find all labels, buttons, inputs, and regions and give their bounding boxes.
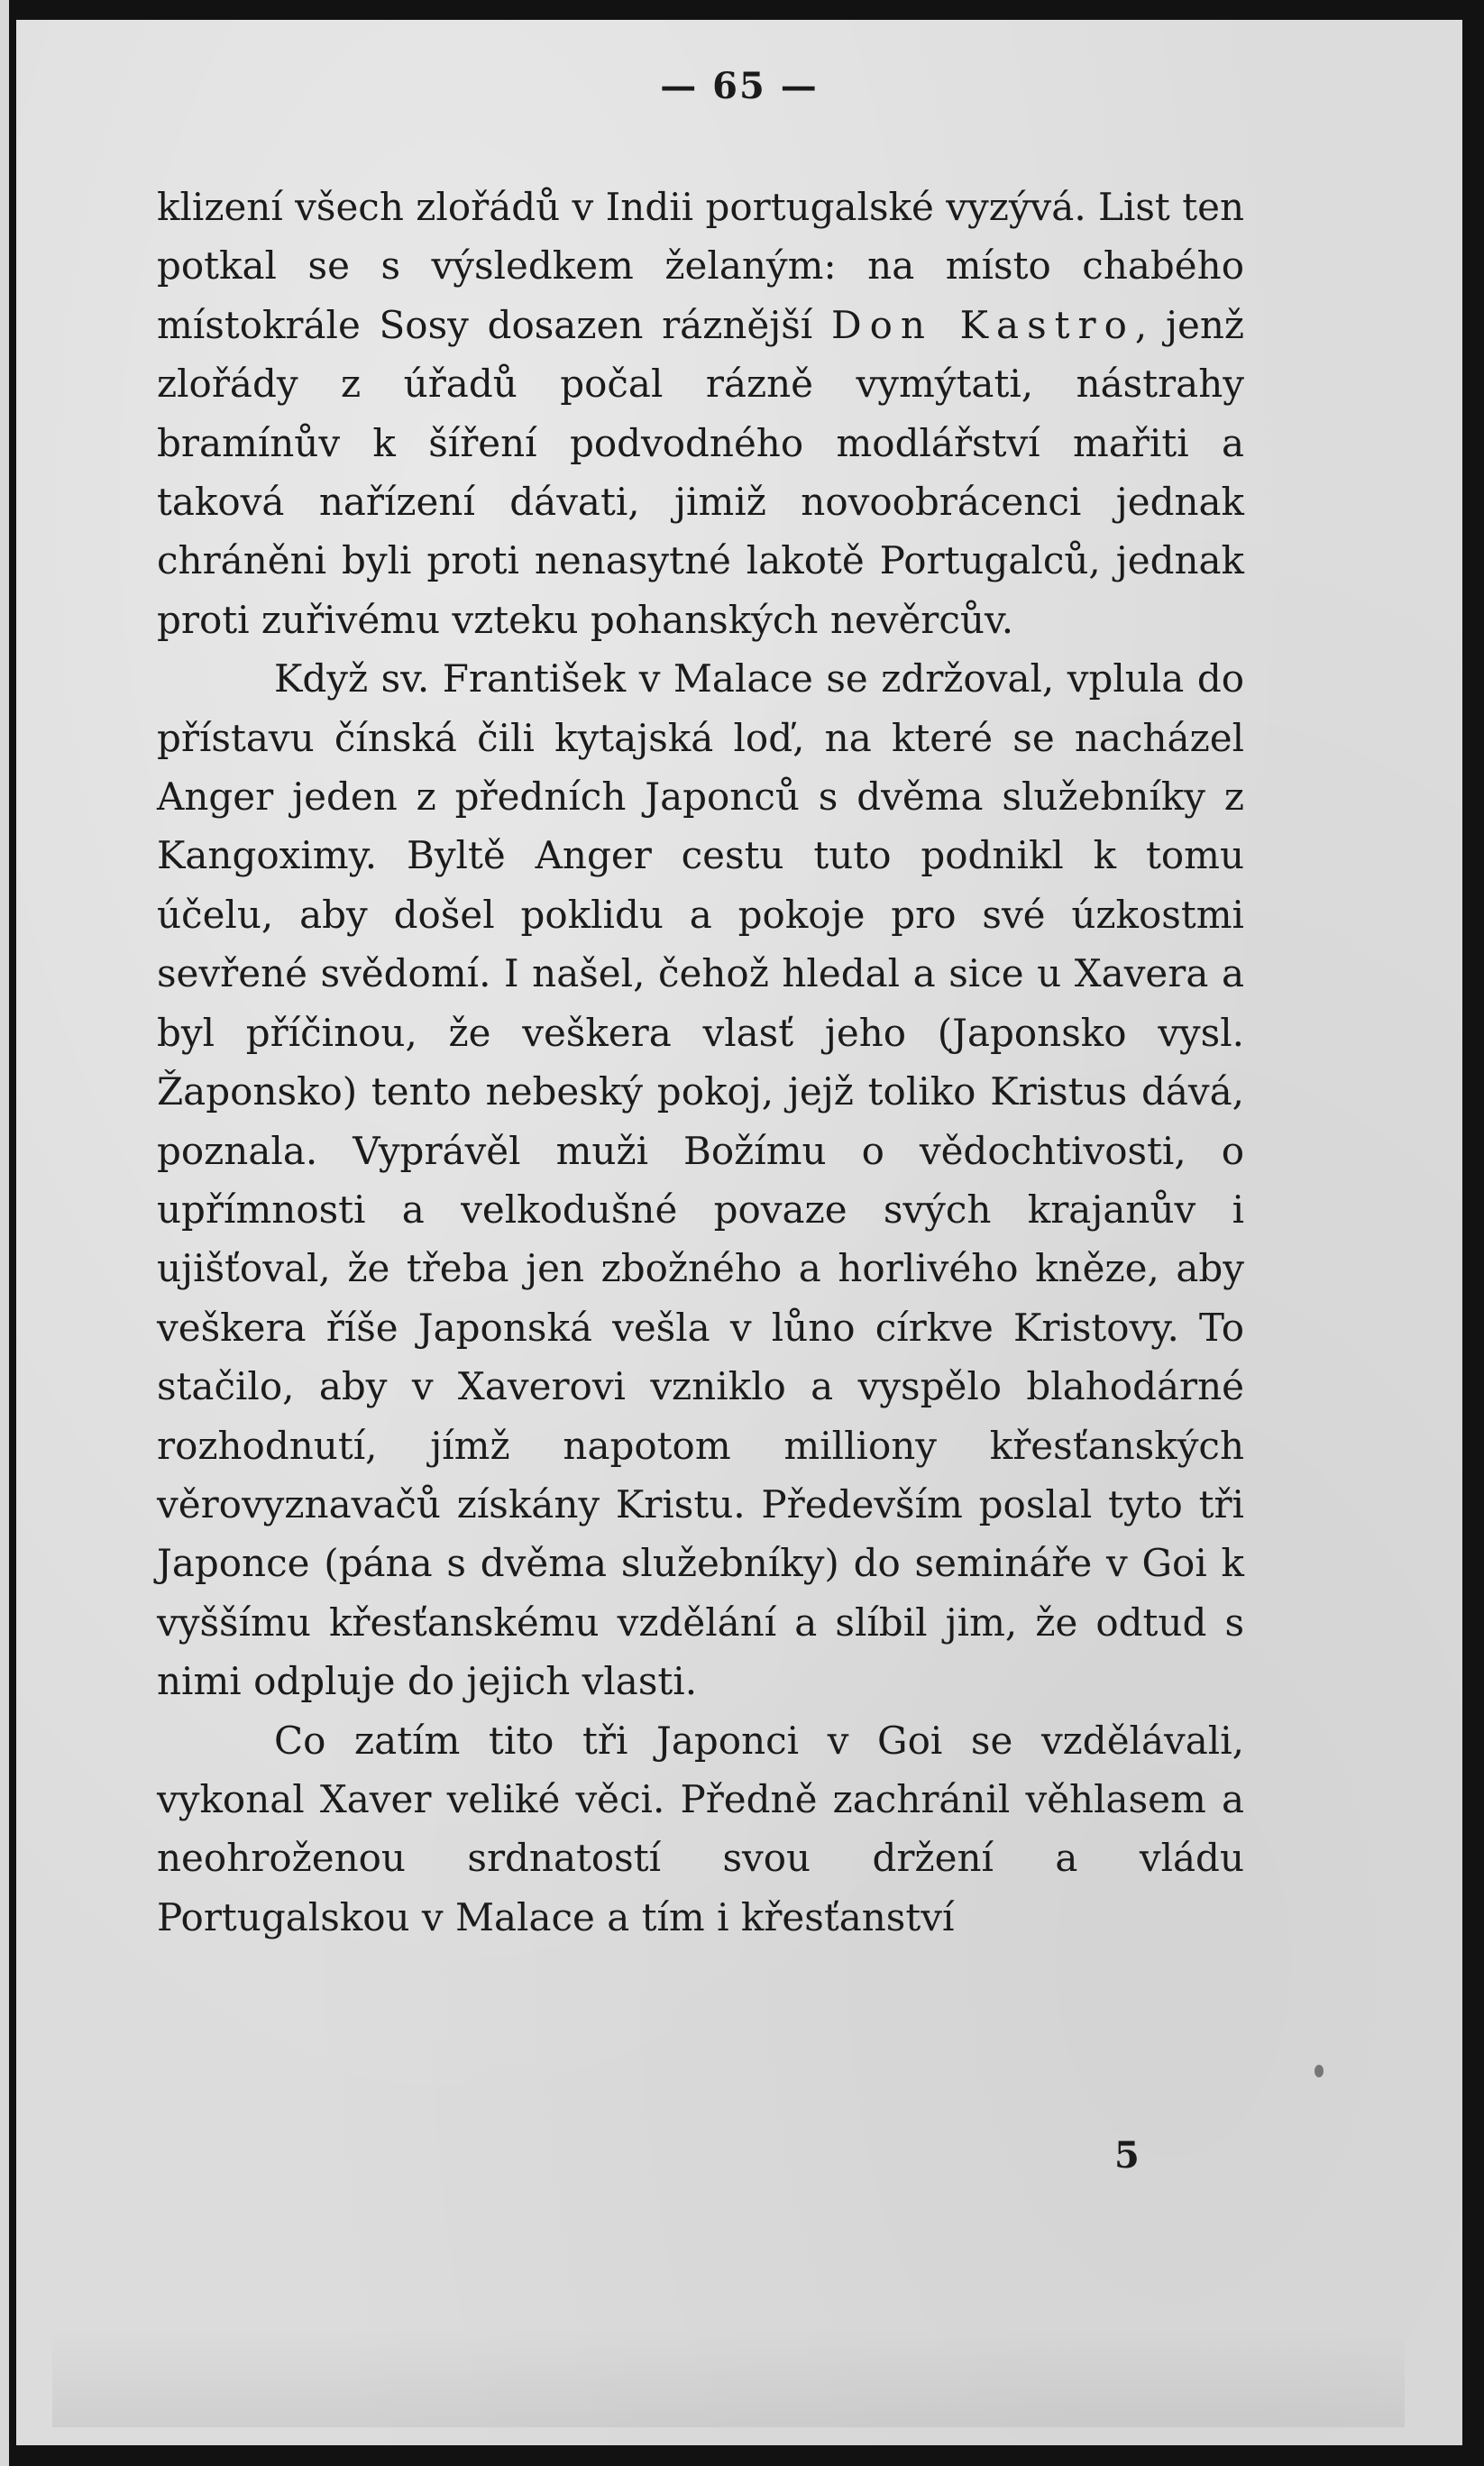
paragraph-1-part-3: , jenž zlořády z úřadů počal rázně vymýtati, nástrahy bramínův k šíření podvodného modlářství mařiti a taková nařízení dávati, jimiž novoobrácenci jednak chráněni byli proti nenasytné lakotě Portugalců, jednak proti zuřivému vzteku pohanských nevěrcův. bbox=[157, 302, 1244, 642]
page-number-header bbox=[16, 65, 1462, 107]
paper-shading bbox=[52, 2328, 1405, 2427]
book-page bbox=[16, 20, 1462, 2445]
paragraph-2: Když sv. František v Malace se zdržoval, vplula do přístavu čínská čili kytajská loď, na které se nacházel Anger jeden z předních Japonců s dvěma služebníky z Kangoximy. Byltě Anger cestu tuto podnikl k tomu účelu, aby došel poklidu a pokoje pro své úzkostmi sevřené svědomí. I našel, čehož hledal a sice u Xavera a byl příčinou, že veškera vlasť jeho (Japonsko vysl. Žaponsko) tento nebeský pokoj, jejž toliko Kristus dává, poznala. Vyprávěl muži Božímu o vědochtivosti, o upřímnosti a velkodušné povaze svých krajanův i ujišťoval, že třeba jen zbožného a horlivého kněze, aby veškera říše Japonská vešla v lůno církve Kristovy. To stačilo, aby v Xaverovi vzniklo a vyspělo blahodárné rozhodnutí, jímž napotom milliony křesťanských věrovyznavačů získány Kristu. Především poslal tyto tři Japonce (pána s dvěma služebníky) do semináře v Goi k vyššímu křesťanskému vzdělání a slíbil jim, že odtud s nimi odpluje do jejich vlasti. bbox=[157, 656, 1244, 1704]
body-text bbox=[157, 178, 1244, 1947]
paragraph-1-part-1: klizení všech zlořádů v Indii portugalské vyzývá. List ten potkal se s výsledkem želaným: na místo chabého místokrále Sosy dosazen ráznější bbox=[157, 185, 1244, 347]
paragraph-1 bbox=[157, 178, 1244, 649]
paragraph-3: Co zatím tito tři Japonci v Goi se vzdělávali, vykonal Xaver veliké věci. Předně zachránil věhlasem a neohroženou srdnatostí svou držení a vládu Portugalskou v Malace a tím i křesťanství bbox=[157, 1718, 1244, 1939]
paper-speck bbox=[1315, 2065, 1324, 2077]
spaced-name-don-kastro: Don Kastro bbox=[830, 302, 1135, 347]
signature-mark: 5 bbox=[1114, 2134, 1140, 2177]
adjacent-page-edge bbox=[0, 0, 9, 2466]
page-number: — 65 — bbox=[660, 65, 819, 107]
